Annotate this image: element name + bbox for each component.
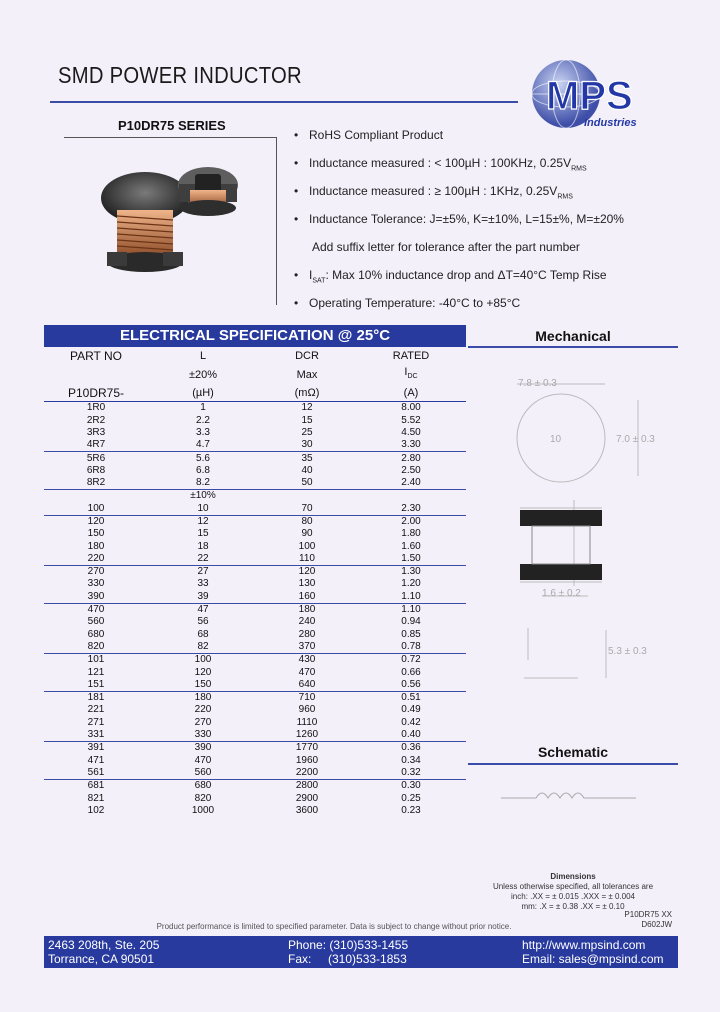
feature-item: • Inductance measured : < 100µH : 100KHz, $0.25V_{RMS}$ xyxy=(294,156,587,173)
dim-center-label: 10 xyxy=(550,434,562,445)
part-number-cell: 390 xyxy=(87,590,105,602)
rated-current-cell: 0.25 xyxy=(401,792,421,804)
feature-list xyxy=(294,126,654,322)
dim-top-label: 7.8 ± 0.3 xyxy=(518,378,557,389)
inductance-cell: 2.2 xyxy=(196,414,210,426)
rated-current-cell: 0.49 xyxy=(401,704,421,716)
dcr-cell: 12 xyxy=(258,402,356,415)
spec-row xyxy=(44,792,466,804)
part-number-cell: 391 xyxy=(44,742,148,755)
rated-current-cell: 0.85 xyxy=(401,628,421,640)
dcr-cell: 50 xyxy=(301,477,313,489)
spec-row xyxy=(44,477,466,490)
spec-row xyxy=(44,439,466,452)
part-number-cell: 561 xyxy=(87,766,105,778)
spec-row xyxy=(44,515,466,528)
inductance-cell: 12 xyxy=(148,515,258,528)
inductance-cell: 68 xyxy=(197,628,209,640)
part-number-cell: 120 xyxy=(44,515,148,528)
inductance-cell: 47 xyxy=(148,603,258,616)
rated-current-cell: 1.20 xyxy=(401,578,421,590)
tolerance-label: ±20% xyxy=(188,368,218,381)
rated-current-cell: 0.51 xyxy=(356,692,466,705)
inductance-cell: 22 xyxy=(197,552,209,564)
spec-title: ELECTRICAL SPECIFICATION @ 25°C xyxy=(44,325,466,347)
inductance-cell: 27 xyxy=(148,566,258,579)
spec-row xyxy=(44,805,466,817)
website-link[interactable]: http://www.mpsind.com xyxy=(522,938,646,952)
dimensions-line: mm: .X = ± 0.38 .XX = ± 0.10 xyxy=(521,902,625,911)
dcr-cell: 2800 xyxy=(258,780,356,793)
spec-row xyxy=(44,528,466,540)
part-number-cell: 820 xyxy=(87,640,105,652)
dcr-cell: 90 xyxy=(301,528,313,540)
dcr-cell: 3600 xyxy=(295,804,319,816)
spec-subheader-row xyxy=(44,364,466,385)
rated-current-cell: 3.30 xyxy=(401,439,421,451)
page-title: SMD POWER INDUCTOR xyxy=(58,62,302,88)
spec-row xyxy=(44,780,466,793)
inductance-cell: 820 xyxy=(194,792,212,804)
feature-item: Add suffix letter for tolerance after the part number xyxy=(312,240,580,254)
part-number-cell: 8R2 xyxy=(86,477,106,489)
part-number-cell: 271 xyxy=(87,716,105,728)
rated-current-cell: 0.94 xyxy=(401,616,421,628)
rated-current-cell: 0.78 xyxy=(401,640,421,652)
rated-current-cell: 0.30 xyxy=(356,780,466,793)
mechanical-title: Mechanical xyxy=(535,328,611,344)
part-number-cell: 181 xyxy=(44,692,148,705)
rated-current-cell: 1.60 xyxy=(401,540,421,552)
part-number-cell: 470 xyxy=(44,603,148,616)
spec-row xyxy=(44,729,466,742)
part-number-cell: 330 xyxy=(87,578,105,590)
spec-row xyxy=(44,692,466,705)
feature-item: • Inductance measured : ≥ 100µH : 1KHz, $0.25V_{RMS}$ xyxy=(294,184,573,201)
spec-row xyxy=(44,540,466,552)
inductance-cell: 120 xyxy=(194,666,212,678)
dcr-cell: 100 xyxy=(298,540,316,552)
dcr-cell: 70 xyxy=(301,502,313,514)
rated-current-cell: 1.10 xyxy=(401,590,421,602)
dcr-cell: 2200 xyxy=(295,766,319,778)
col-header-l: L xyxy=(199,350,207,362)
inductance-cell: 220 xyxy=(194,704,212,716)
part-number-cell: 100 xyxy=(87,502,105,514)
inductance-cell: 6.8 xyxy=(196,464,210,476)
dcr-cell: 160 xyxy=(298,590,316,602)
rated-i-label: $I_{DC}$ xyxy=(404,366,418,381)
part-code: P10DR75 XX D602JW xyxy=(624,910,672,929)
tolerance-10-label: ±10% xyxy=(148,490,258,503)
inductance-cell: 1000 xyxy=(191,804,215,816)
footer-bar xyxy=(44,936,678,968)
inductance-cell: 1 xyxy=(148,402,258,415)
feature-item: • RoHS Compliant Product xyxy=(294,128,444,142)
part-number-cell: 680 xyxy=(87,628,105,640)
part-number-cell: 560 xyxy=(87,616,105,628)
rated-current-cell: 2.00 xyxy=(356,515,466,528)
part-number-cell: 6R8 xyxy=(86,464,106,476)
inductance-cell: 180 xyxy=(148,692,258,705)
part-number-cell: 121 xyxy=(87,666,105,678)
rated-current-cell: 4.50 xyxy=(401,426,421,438)
inductance-cell: 33 xyxy=(197,578,209,590)
dimensions-title: Dimensions xyxy=(550,872,596,881)
spec-row xyxy=(44,767,466,780)
dcr-cell: 640 xyxy=(298,678,316,690)
spec-row xyxy=(44,616,466,628)
logo-mps-text: MPS xyxy=(546,74,633,118)
inductance-cell: 10 xyxy=(197,502,209,514)
series-rule xyxy=(64,137,276,138)
spec-row xyxy=(44,679,466,692)
rated-current-cell: 2.80 xyxy=(356,452,466,465)
inductance-cell: 330 xyxy=(194,729,212,741)
inductance-cell: 560 xyxy=(194,766,212,778)
rated-current-cell: 0.40 xyxy=(401,729,421,741)
part-number-cell: 331 xyxy=(87,729,105,741)
spec-row xyxy=(44,654,466,667)
inductance-cell: 82 xyxy=(197,640,209,652)
dcr-cell: 960 xyxy=(298,704,316,716)
part-number-cell: 4R7 xyxy=(86,439,106,451)
spec-row xyxy=(44,414,466,426)
dcr-cell: 1110 xyxy=(296,716,318,728)
footer-web xyxy=(522,938,664,966)
schematic-symbol xyxy=(496,786,646,810)
inductance-cell: 8.2 xyxy=(196,477,210,489)
dcr-cell: 30 xyxy=(301,439,313,451)
col-header-partno: PART NO xyxy=(69,349,122,363)
part-number-cell: 821 xyxy=(87,792,105,804)
part-number-cell: 270 xyxy=(44,566,148,579)
part-number-cell: 151 xyxy=(87,678,105,690)
rated-current-cell: 5.52 xyxy=(401,414,421,426)
dcr-cell: 430 xyxy=(258,654,356,667)
footer-address: 2463 208th, Ste. 205 Torrance, CA 90501 xyxy=(48,938,160,966)
dim-side-label: 7.0 ± 0.3 xyxy=(616,434,655,445)
rated-current-cell: 2.30 xyxy=(401,502,421,514)
inductance-cell: 5.6 xyxy=(148,452,258,465)
rated-current-cell: 0.34 xyxy=(401,754,421,766)
dimensions-note xyxy=(468,872,678,912)
disclaimer: Product performance is limited to specified parameter. Data is subject to change without prior notice. xyxy=(156,922,512,931)
unit-a: (A) xyxy=(403,387,419,400)
part-number-cell: 101 xyxy=(44,654,148,667)
dcr-max-label: Max xyxy=(296,368,318,381)
part-number-cell: 180 xyxy=(87,540,105,552)
inductance-cell: 680 xyxy=(148,780,258,793)
part-number-cell: 471 xyxy=(87,754,105,766)
spec-table xyxy=(44,348,466,817)
part-number-cell: 220 xyxy=(87,552,105,564)
spec-row xyxy=(44,452,466,465)
dcr-cell: 15 xyxy=(301,414,313,426)
schematic-title: Schematic xyxy=(537,744,609,760)
dcr-cell: 110 xyxy=(299,552,315,564)
tolerance-group-row xyxy=(44,490,466,503)
spec-row xyxy=(44,553,466,566)
mechanical-drawing xyxy=(478,360,678,720)
dcr-cell: 80 xyxy=(258,515,356,528)
spec-row xyxy=(44,629,466,641)
inductance-cell: 270 xyxy=(194,716,212,728)
dcr-cell: 180 xyxy=(258,603,356,616)
dcr-cell: 710 xyxy=(258,692,356,705)
part-number-cell: 2R2 xyxy=(86,414,106,426)
spec-row xyxy=(44,717,466,729)
dimensions-line: Unless otherwise specified, all tolerances are xyxy=(492,882,654,891)
feature-item: • Inductance Tolerance: J=±5%, K=±10%, L=15±%, M=±20% xyxy=(294,212,624,226)
rated-current-cell: 2.40 xyxy=(401,477,421,489)
vertical-divider xyxy=(276,137,277,305)
series-title: P10DR75 SERIES xyxy=(118,118,226,133)
spec-row xyxy=(44,641,466,654)
part-number-cell: 221 xyxy=(87,704,105,716)
dcr-cell: 130 xyxy=(298,578,316,590)
feature-item: • $I_{SAT}$: Max 10% inductance drop and ΔT=40°C Temp Rise xyxy=(294,268,607,285)
rated-current-cell: 0.56 xyxy=(401,678,421,690)
dcr-cell: 1770 xyxy=(258,742,356,755)
dcr-cell: 1260 xyxy=(295,729,319,741)
inductance-cell: 4.7 xyxy=(196,439,210,451)
spec-row xyxy=(44,704,466,716)
rated-current-cell: 1.80 xyxy=(401,528,421,540)
schematic-rule xyxy=(468,763,678,765)
inductance-cell: 18 xyxy=(197,540,209,552)
dcr-cell: 1960 xyxy=(295,754,319,766)
part-number-cell: 5R6 xyxy=(44,452,148,465)
title-rule xyxy=(50,101,518,103)
rated-current-cell: 1.10 xyxy=(356,603,466,616)
rated-current-cell: 8.00 xyxy=(356,402,466,415)
spec-row xyxy=(44,755,466,767)
dcr-cell: 2900 xyxy=(295,792,319,804)
spec-row xyxy=(44,603,466,616)
rated-current-cell: 0.23 xyxy=(401,804,421,816)
inductance-cell: 100 xyxy=(148,654,258,667)
spec-units-row xyxy=(44,385,466,402)
dim-right-label: 5.3 ± 0.3 xyxy=(608,646,647,657)
rated-current-cell: 0.66 xyxy=(401,666,421,678)
part-prefix: P10DR75- xyxy=(67,386,125,401)
mps-logo xyxy=(528,56,658,136)
col-header-dcr: DCR xyxy=(295,350,319,362)
inductance-cell: 390 xyxy=(148,742,258,755)
footer-contact: Phone: (310)533-1455 Fax: (310)533-1853 xyxy=(288,938,409,966)
dcr-cell: 25 xyxy=(301,426,313,438)
inductance-cell: 56 xyxy=(197,616,209,628)
dcr-cell: 370 xyxy=(298,640,316,652)
rated-current-cell: 0.32 xyxy=(401,766,421,778)
dcr-cell: 470 xyxy=(298,666,316,678)
spec-row xyxy=(44,465,466,477)
inductance-cell: 39 xyxy=(197,590,209,602)
col-header-rated: RATED xyxy=(392,350,430,362)
dcr-cell: 280 xyxy=(298,628,316,640)
spec-header-row xyxy=(44,348,466,364)
mechanical-rule xyxy=(468,346,678,348)
dcr-cell: 35 xyxy=(258,452,356,465)
part-number-cell: 3R3 xyxy=(86,426,106,438)
logo-industries-text: Industries xyxy=(584,117,637,129)
dcr-cell: 40 xyxy=(301,464,313,476)
part-number-cell: 150 xyxy=(87,528,105,540)
dcr-cell: 240 xyxy=(298,616,316,628)
rated-current-cell: 2.50 xyxy=(401,464,421,476)
inductance-cell: 150 xyxy=(194,678,212,690)
dim-bottom-label: 1.6 ± 0.2 xyxy=(542,588,581,599)
unit-uh: (µH) xyxy=(192,387,214,400)
inductance-cell: 15 xyxy=(197,528,209,540)
spec-row xyxy=(44,402,466,415)
rated-current-cell: 1.50 xyxy=(401,552,421,564)
spec-row xyxy=(44,666,466,678)
spec-row xyxy=(44,591,466,604)
product-photo xyxy=(95,160,265,280)
spec-row xyxy=(44,566,466,579)
feature-item: • Operating Temperature: -40°C to +85°C xyxy=(294,296,521,310)
spec-row xyxy=(44,742,466,755)
email-link[interactable]: Email: sales@mpsind.com xyxy=(522,952,664,966)
part-number-cell: 681 xyxy=(44,780,148,793)
part-number-cell: 102 xyxy=(87,804,105,816)
dcr-cell: 120 xyxy=(258,566,356,579)
inductance-cell: 470 xyxy=(194,754,212,766)
spec-row xyxy=(44,427,466,439)
dimensions-line: inch: .XX = ± 0.015 .XXX = ± 0.004 xyxy=(511,892,635,901)
rated-current-cell: 0.42 xyxy=(401,716,421,728)
rated-current-cell: 0.72 xyxy=(356,654,466,667)
part-number-cell: 1R0 xyxy=(44,402,148,415)
inductance-cell: 3.3 xyxy=(196,426,210,438)
rated-current-cell: 1.30 xyxy=(356,566,466,579)
rated-current-cell: 0.36 xyxy=(356,742,466,755)
spec-row xyxy=(44,578,466,590)
spec-row xyxy=(44,503,466,516)
unit-mohm: (mΩ) xyxy=(294,387,320,400)
